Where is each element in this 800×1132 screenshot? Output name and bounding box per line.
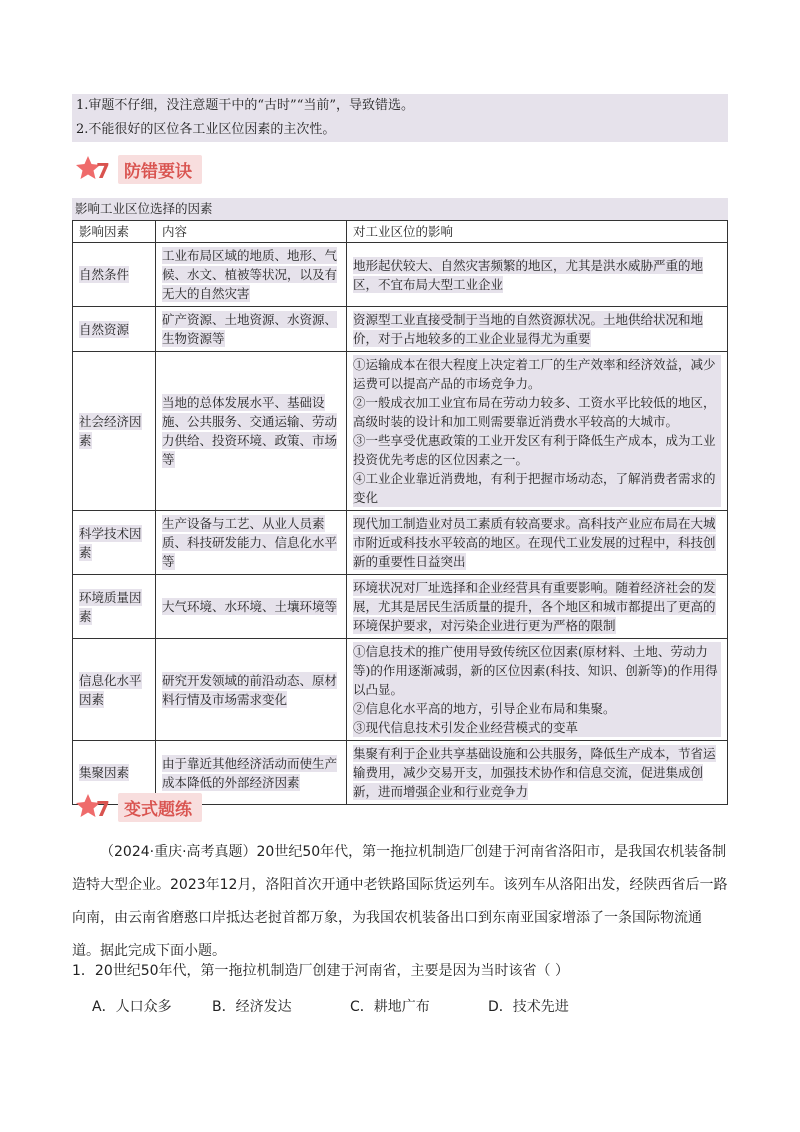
table-row [73,511,728,575]
header-content: 内容 [156,221,347,243]
impact-cell: 资源型工业直接受制于当地的自然资源状况。土地供给状况和地价，对于占地较多的工业企业显得尤为重要 [353,312,704,346]
question-1-stem: 1．20世纪50年代，第一拖拉机制造厂创建于河南省，主要是因为当时该省（ ） [72,963,569,979]
section-title-practice [74,792,202,822]
option-d[interactable]: D．技术先进 [488,999,569,1015]
mistake-item: 2.不能很好的区位各工业区位因素的主次性。 [76,122,336,137]
section-title-tips [74,154,202,184]
content-cell: 生产设备与工艺、从业人员素质、科技研发能力、信息化水平等 [162,516,338,569]
option-b[interactable]: B．经济发达 [212,999,292,1015]
content-cell: 由于靠近其他经济活动而使生产成本降低的外部经济因素 [162,755,338,790]
section-title-text: 防错要诀 [118,155,202,184]
impact-point: ③一些享受优惠政策的工业开发区有利于降低生产成本，成为工业投资优先考虑的区位因素之一。 [353,431,721,469]
impact-point: ②一般成衣加工业宜布局在劳动力较多、工资水平比较低的地区，高级时装的设计和加工则需要靠近消费水平较高的大城市。 [353,393,721,431]
table-row [73,352,728,511]
question-1-options [92,996,748,1016]
content-cell: 研究开发领域的前沿动态、原材料行情及市场需求变化 [162,672,338,707]
table-row [73,575,728,639]
factor-cell: 环境质量因素 [79,589,142,624]
impact-point: ①信息技术的推广使用导致传统区位因素(原材料、土地、劳动力等)的作用逐渐减弱，新的区位因素(科技、知识、创新等)的作用得以凸显。 [353,642,721,699]
factor-cell: 集聚因素 [79,765,130,780]
factor-cell: 自然条件 [79,267,130,282]
table-row [73,639,728,741]
impact-point: ④工业企业靠近消费地，有利于把握市场动态，了解消费者需求的变化 [353,469,721,507]
impact-point: ③现代信息技术引发企业经营模式的变革 [353,718,721,737]
content-cell: 工业布局区域的地质、地形、气候、水文、植被等状况，以及有无大的自然灾害 [162,248,338,301]
star-badge-icon [74,792,114,822]
badge-number: 7 [96,797,110,821]
section-title-text: 变式题练 [118,793,202,822]
location-factors-table [72,220,728,805]
impact-cell: 现代加工制造业对员工素质有较高要求。高科技产业应布局在大城市附近或科技水平较高的地区。在现代工业发展的过程中，科技创新的重要性日益突出 [353,516,716,569]
mistake-item: 1.审题不仔细，没注意题干中的“古时”“当前”，导致错选。 [76,98,414,113]
content-cell: 矿产资源、土地资源、水资源、生物资源等 [162,312,338,346]
badge-number: 7 [96,159,110,183]
table-caption [72,198,728,220]
option-a[interactable]: A．人口众多 [92,999,172,1015]
header-impact: 对工业区位的影响 [347,221,728,243]
impact-point: ①运输成本在很大程度上决定着工厂的生产效率和经济效益，减少运费可以提高产品的市场竞争力。 [353,355,721,393]
option-c[interactable]: C．耕地广布 [350,999,430,1015]
star-badge-icon [74,154,114,184]
table-row [73,307,728,352]
question-passage: （2024·重庆·高考真题）20世纪50年代，第一拖拉机制造厂创建于河南省洛阳市，是我国农机装备制造特大型企业。2023年12月，洛阳首次开通中老铁路国际货运列车。该列车从洛阳出发，经陕西省后一路向南，由云南省磨憨口岸抵达老挝首都万象，为我国农机装备出口到东南亚国家增添了一条国际物流通道。据此完成下面小题。 [72,844,728,959]
mistakes-box [72,94,728,142]
table-caption-text: 影响工业区位选择的因素 [75,201,213,216]
table-header-row [73,221,728,243]
header-factor: 影响因素 [73,221,156,243]
impact-point: ②信息化水平高的地方，引导企业布局和集聚。 [353,699,721,718]
impact-cell: 集聚有利于企业共享基础设施和公共服务，降低生产成本，节省运输费用，减少交易开支，加强技术协作和信息交流，促进集成创新，进而增强企业和行业竞争力 [353,746,716,799]
factor-cell: 科学技术因素 [79,525,142,560]
content-cell: 大气环境、水环境、土壤环境等 [162,599,338,614]
table-row [73,243,728,307]
factor-cell: 自然资源 [79,321,130,337]
impact-cell: 环境状况对厂址选择和企业经营具有重要影响。随着经济社会的发展，尤其是居民生活质量的提升，各个地区和城市都提出了更高的环境保护要求，对污染企业进行更为严格的限制 [353,580,716,633]
factor-cell: 社会经济因素 [79,414,142,448]
factor-cell: 信息化水平因素 [79,672,142,707]
content-cell: 当地的总体发展水平、基础设施、公共服务、交通运输、劳动力供给、投资环境、政策、市场等 [162,395,338,467]
impact-cell: 地形起伏较大、自然灾害频繁的地区，尤其是洪水威胁严重的地区，不宜布局大型工业企业 [353,257,704,292]
